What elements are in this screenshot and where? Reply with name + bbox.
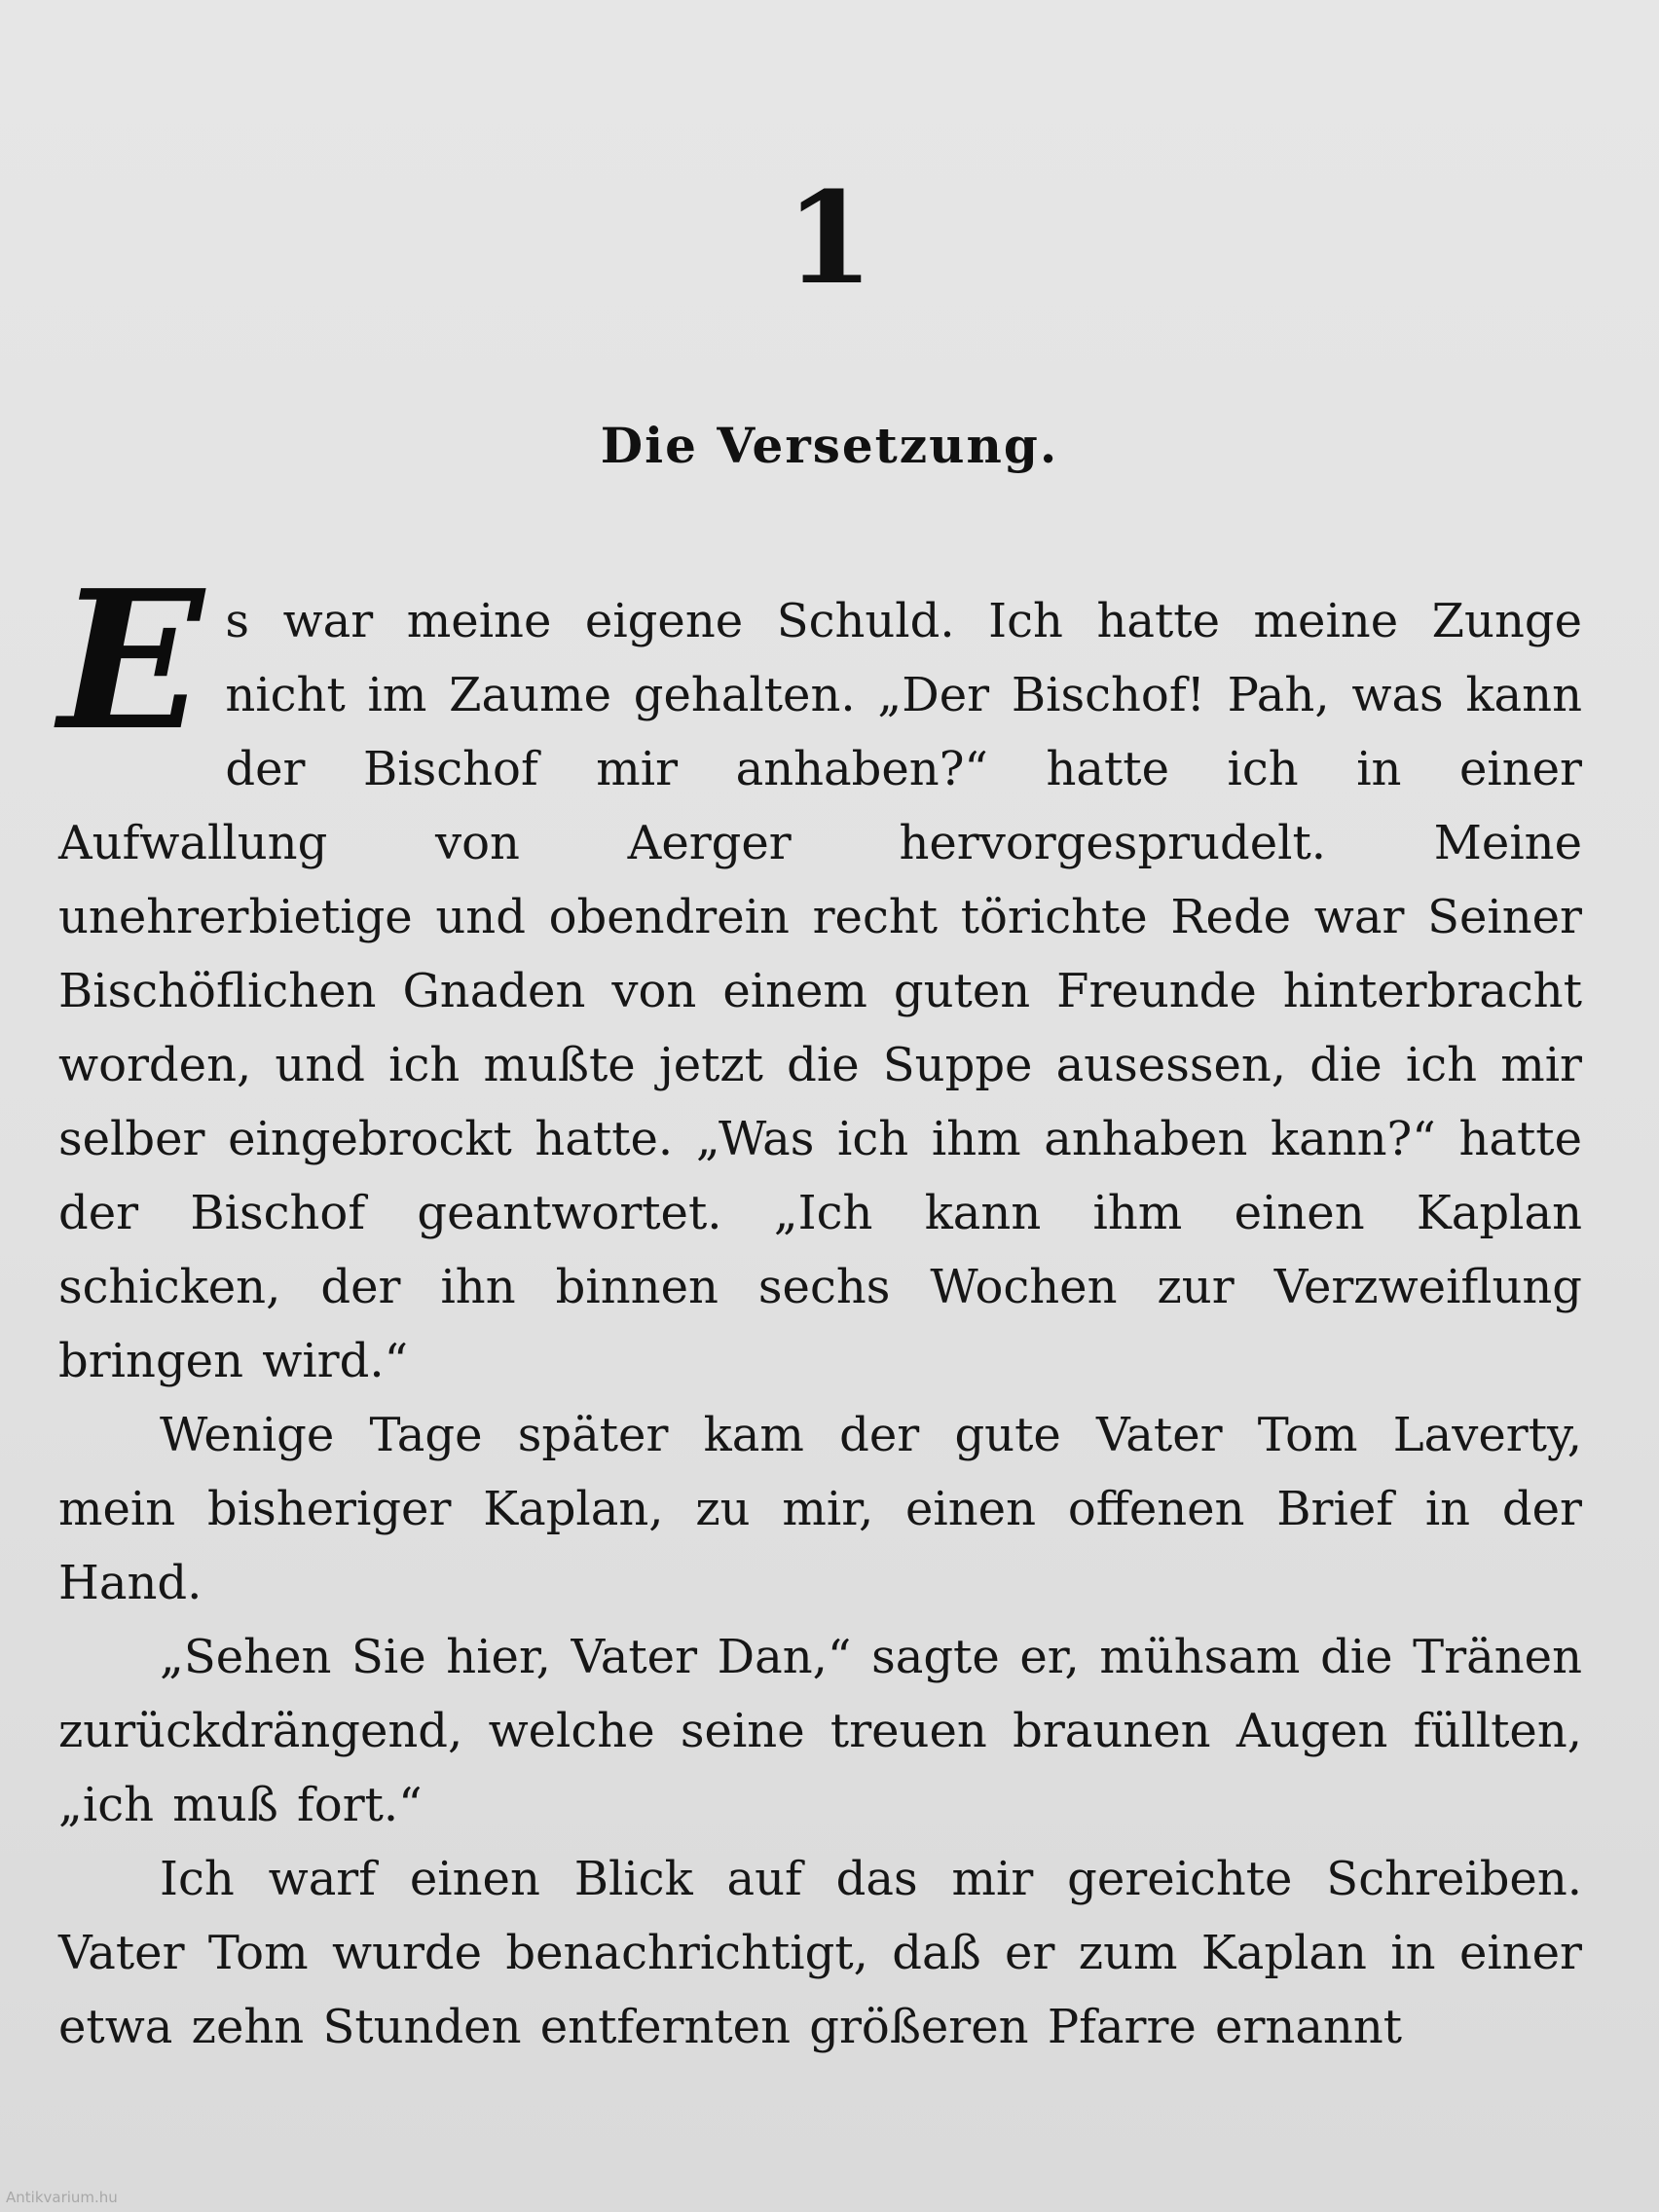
chapter-number: 1 bbox=[785, 164, 874, 313]
paragraph-1-text: s war meine eigene Schuld. Ich hatte meine Zunge nicht im Zaume gehalten. „Der Bischof! Pah, was kann der Bischof mir anhaben?“ hatte ich in einer Aufwallung von Aerger hervorgesprudelt. Meine unehrerbietige und obendrein recht törichte Rede war Seiner Bischöflichen Gnaden von einem guten Freunde hinterbracht worden, und ich mußte jetzt die Suppe ausessen, die ich mir selber eingebrockt hatte. „Was ich ihm anhaben kann?“ hatte der Bischof geantwortet. „Ich kann ihm einen Kaplan schicken, der ihn binnen sechs Wochen zur Verzweiflung bringen wird.“ bbox=[58, 594, 1582, 1388]
paragraph-1 bbox=[58, 549, 1582, 1398]
paragraph-3: „Sehen Sie hier, Vater Dan,“ sagte er, mühsam die Tränen zurückdrängend, welche seine treuen braunen Augen füllten, „ich muß fort.“ bbox=[58, 1630, 1582, 1832]
paragraph-2: Wenige Tage später kam der gute Vater Tom Laverty, mein bisheriger Kaplan, zu mir, einen offenen Brief in der Hand. bbox=[58, 1408, 1582, 1610]
paragraph-4: Ich warf einen Blick auf das mir gereichte Schreiben. Vater Tom wurde benachrichtigt, daß er zum Kaplan in einer etwa zehn Stunden entfernten größeren Pfarre ernannt bbox=[58, 1852, 1582, 2054]
drop-cap-initial: E bbox=[58, 549, 204, 773]
watermark: Antikvarium.hu bbox=[6, 2189, 118, 2206]
chapter-title: Die Versetzung. bbox=[600, 417, 1059, 474]
chapter-body bbox=[58, 549, 1582, 2064]
